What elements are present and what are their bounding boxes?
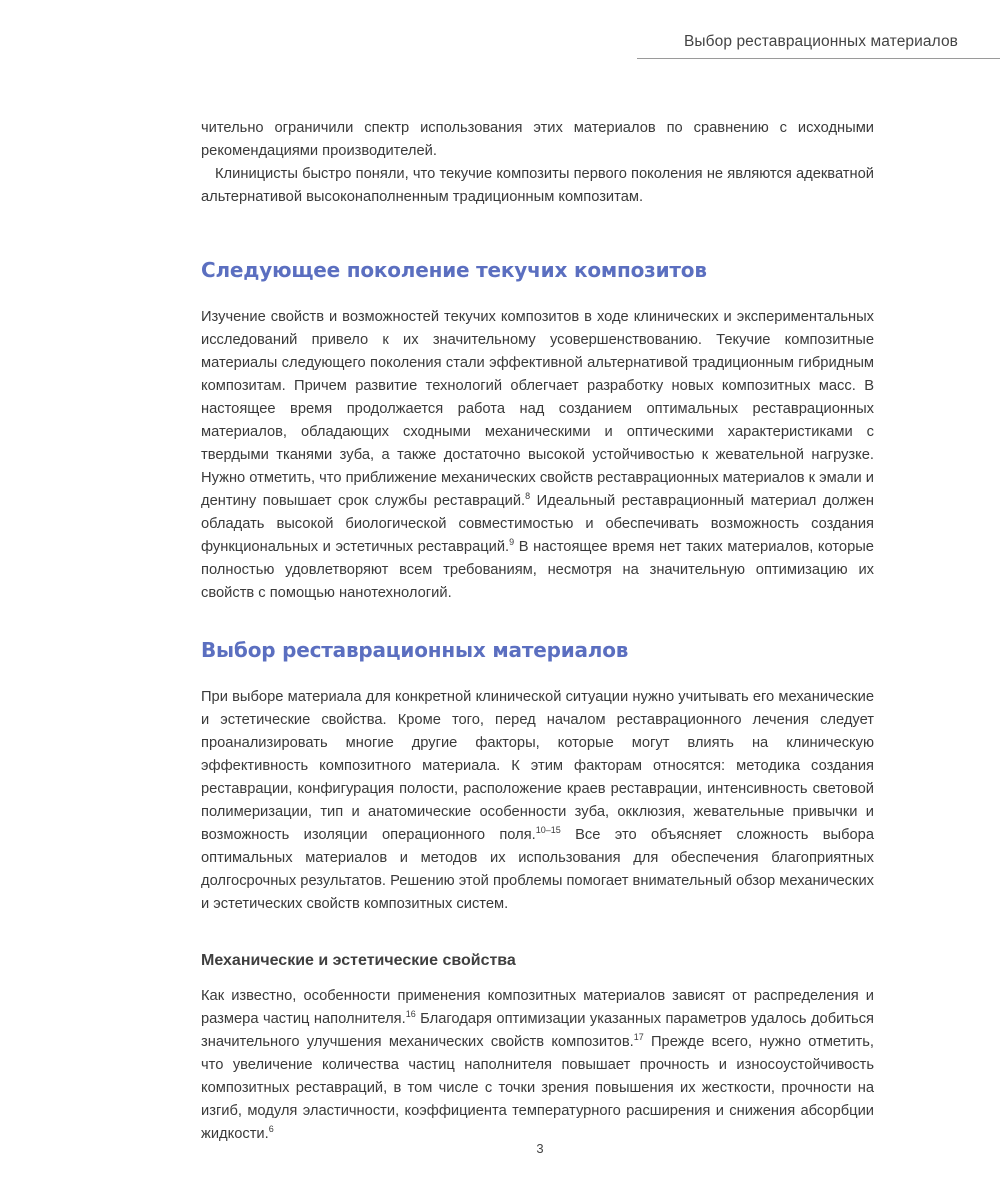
- reference-superscript: 9: [509, 537, 515, 548]
- reference-superscript: 10–15: [535, 825, 561, 836]
- subsection-paragraph: [201, 985, 874, 1146]
- subsection-text-c: Прежде всего, нужно отметить, что увеличение количества частиц наполнителя повышает прочность и износоустойчивость композитных реставраций, в том числе с точки зрения повышения их жесткости, прочности на изгиб, модуля эластичности, коэффициента температурного расширения и снижения абсорбции жидкости.: [201, 1034, 874, 1142]
- reference-superscript: 8: [525, 491, 531, 502]
- section1-paragraph: [201, 306, 874, 605]
- subsection-heading-properties: Механические и эстетические свойства: [201, 952, 516, 969]
- section1-text-c: В настоящее время нет таких материалов, которые полностью удовлетворяют всем требованиям, несмотря на значительную оптимизацию их свойств с помощью нанотехнологий.: [201, 539, 874, 601]
- intro-paragraph-2: Клиницисты быстро поняли, что текучие композиты первого поколения не являются адекватной альтернативой высоконаполненным традиционным композитам.: [201, 166, 874, 205]
- reference-superscript: 16: [405, 1009, 416, 1020]
- page-body: [201, 117, 874, 1146]
- running-header-title: Выбор реставрационных материалов: [683, 33, 958, 50]
- section-heading-next-generation: Следующее поколение текучих композитов: [201, 258, 707, 282]
- header-rule: [637, 58, 1000, 59]
- intro-paragraph-1: чительно ограничили спектр использования этих материалов по сравнению с исходными рекомендациями производителей.: [201, 120, 874, 159]
- page-number: 3: [536, 1141, 544, 1156]
- subsection-text-a: Как известно, особенности применения композитных материалов зависят от распределения и размера частиц наполнителя.: [201, 988, 874, 1027]
- section1-text-b: Идеальный реставрационный материал должен обладать высокой биологической совместимостью и обеспечивать возможность создания функциональных и эстетичных реставраций.: [201, 493, 874, 555]
- reference-superscript: 6: [268, 1124, 274, 1135]
- section-heading-material-choice: Выбор реставрационных материалов: [201, 638, 629, 662]
- section2-text-a: При выборе материала для конкретной клинической ситуации нужно учитывать его механические и эстетические свойства. Кроме того, перед началом реставрационного лечения следует проанализировать многие другие факторы, которые могут влиять на клиническую эффективность композитного материала. К этим факторам относятся: методика создания реставрации, конфигурация полости, расположение краев реставрации, интенсивность световой полимеризации, тип и анатомические особенности зуба, окклюзия, жевательные привычки и возможность изоляции операционного поля.: [201, 689, 874, 843]
- reference-superscript: 17: [633, 1032, 644, 1043]
- section2-text-b: Все это объясняет сложность выбора оптимальных материалов и методов их использования для обеспечения благоприятных долгосрочных результатов. Решению этой проблемы помогает внимательный обзор механических и эстетических свойств композитных систем.: [201, 827, 875, 912]
- section1-text-a: Изучение свойств и возможностей текучих композитов в ходе клинических и экспериментальных исследований привело к их значительному усовершенствованию. Текучие композитные материалы следующего поколения стали эффективной альтернативой традиционным гибридным композитам. Причем развитие технологий облегчает разработку новых композитных масс. В настоящее время продолжается работа над созданием оптимальных реставрационных материалов, обладающих сходными механическими и оптическими характеристиками с твердыми тканями зуба, а также достаточно высокой устойчивостью к жевательной нагрузке. Нужно отметить, что приближение механических свойств реставрационных материалов к эмали и дентину повышает срок службы реставраций.: [201, 309, 874, 509]
- section2-paragraph: [201, 686, 874, 916]
- subsection-text-b: Благодаря оптимизации указанных параметров удалось добиться значительного улучшения механических свойств композитов.: [201, 1011, 874, 1050]
